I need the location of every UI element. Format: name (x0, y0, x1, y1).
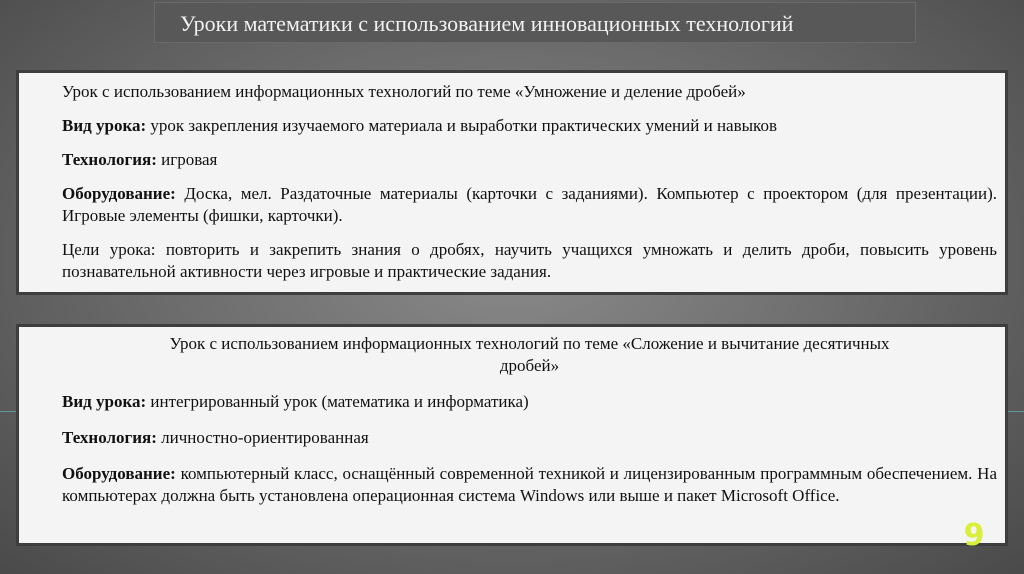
lesson-equipment-value: Доска, мел. Раздаточные материалы (карточки с заданиями). Компьютер с проектором (для презентации). Игровые элементы (фишки, карточки). (62, 184, 997, 225)
slide-title: Уроки математики с использованием инновационных технологий (154, 2, 916, 43)
lesson-type-value: урок закрепления изучаемого материала и выработки практических умений и навыков (146, 116, 777, 135)
lesson-card-1 (16, 70, 1008, 295)
lesson-card-2 (16, 324, 1008, 546)
lesson-equipment-label: Оборудование: (62, 464, 176, 483)
lesson-topic-line-2: дробей» (499, 356, 560, 375)
lesson-technology-value: личностно-ориентированная (156, 428, 369, 447)
lesson-technology-value: игровая (156, 150, 218, 169)
lesson-technology-label: Технология: (62, 428, 157, 447)
lesson-equipment (62, 183, 997, 227)
lesson-equipment-value: компьютерный класс, оснащённый современной техникой и лицензированным программным обеспечением. На компьютерах должна быть установлена операционная система Windows или выше и пакет Microsoft Office. (62, 464, 997, 505)
lesson-technology (62, 149, 997, 171)
lesson-type-label: Вид урока: (62, 116, 147, 135)
lesson-type (62, 115, 997, 137)
page-number: 9 (963, 518, 985, 553)
lesson-type (62, 391, 997, 413)
lesson-goals: Цели урока: повторить и закрепить знания о дробях, научить учащихся умножать и делить дроби, повысить уровень познавательной активности через игровые и практические задания. (62, 240, 997, 281)
lesson-equipment-label: Оборудование: (62, 184, 176, 203)
lesson-technology (62, 427, 997, 449)
lesson-type-value: интегрированный урок (математика и информатика) (146, 392, 529, 411)
lesson-topic: Урок с использованием информационных технологий по теме «Умножение и деление дробей» (62, 82, 746, 101)
lesson-technology-label: Технология: (62, 150, 157, 169)
lesson-equipment (62, 463, 997, 507)
lesson-topic (62, 333, 997, 377)
lesson-type-label: Вид урока: (62, 392, 147, 411)
lesson-topic-line-1: Урок с использованием информационных технологий по теме «Сложение и вычитание десятичных (169, 334, 890, 353)
